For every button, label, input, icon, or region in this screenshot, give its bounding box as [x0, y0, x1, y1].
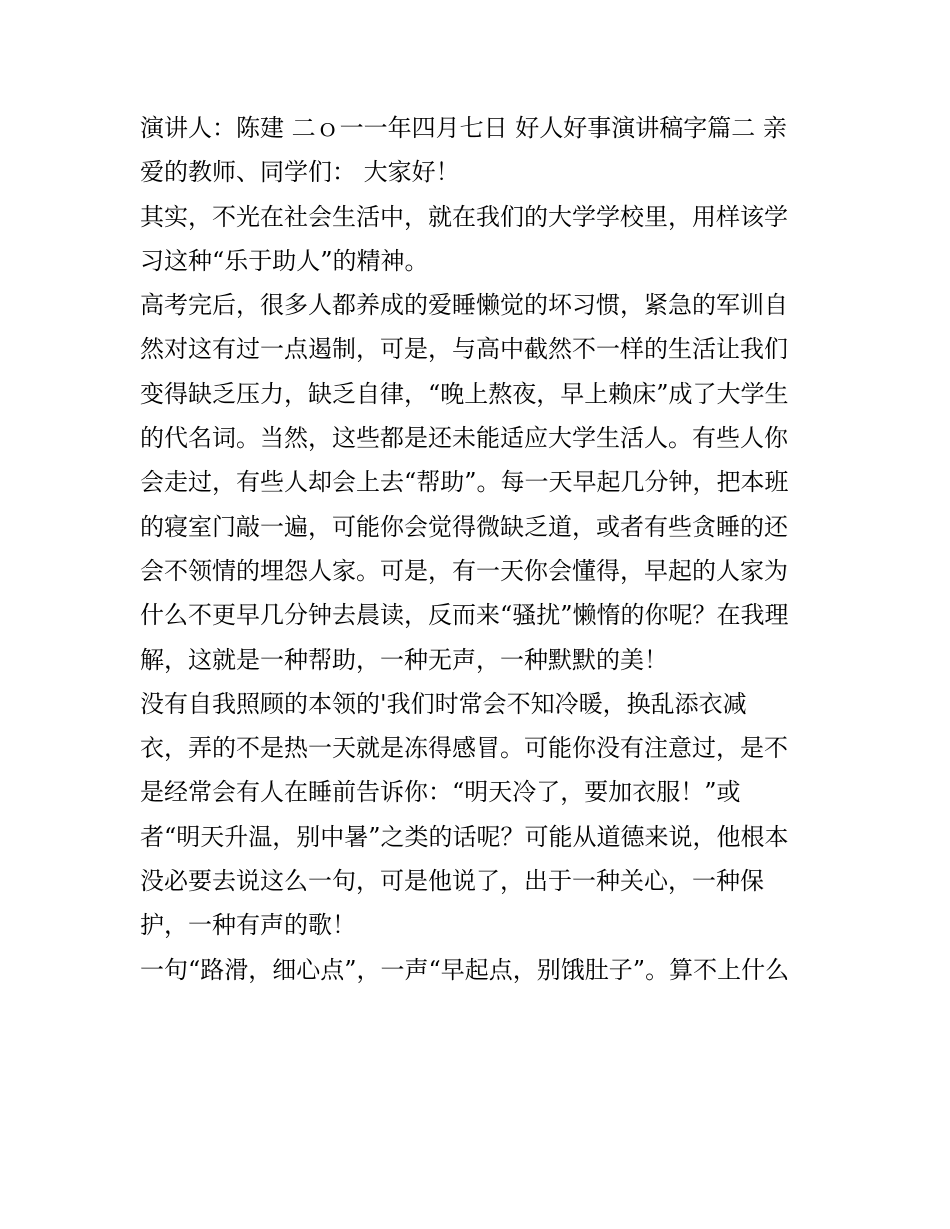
document-body — [140, 106, 820, 992]
text-line: 衣，弄的不是热一天就是冻得感冒。可能你没有注意过，是不 — [140, 734, 788, 763]
text-line: 会不领情的埋怨人家。可是，有一天你会懂得，早起的人家为 — [140, 556, 788, 585]
text-line: 的寝室门敲一遍，可能你会觉得微缺乏道，或者有些贪睡的还 — [140, 512, 788, 541]
text-line: 高考完后，很多人都养成的爱睡懒觉的坏习惯，紧急的军训自 — [140, 291, 788, 320]
text-line: 然对这有过一点遏制，可是，与高中截然不一样的生活让我们 — [140, 335, 788, 364]
text-line: 变得缺乏压力，缺乏自律，“晚上熬夜，早上赖床”成了大学生 — [140, 379, 789, 408]
text-line: 是经常会有人在睡前告诉你：“明天冷了，要加衣服！”或 — [140, 778, 741, 807]
text-line: 演讲人：陈建 二ｏ一一年四月七日 好人好事演讲稿字篇二 亲 — [140, 114, 787, 142]
text-line: 的代名词。当然，这些都是还未能适应大学生活人。有些人你 — [140, 424, 788, 453]
text-line: 一句“路滑，细心点”，一声“早起点，别饿肚子”。算不上什么 — [140, 955, 790, 984]
text-line: 其实，不光在社会生活中，就在我们的大学学校里，用样该学 — [140, 202, 788, 231]
text-line: 没有自我照顾的本领的'我们时常会不知冷暖，换乱添衣减 — [140, 689, 747, 718]
text-line: 解，这就是一种帮助，一种无声，一种默默的美！ — [140, 645, 668, 674]
text-line: 会走过，有些人却会上去“帮助”。每一天早起几分钟，把本班 — [140, 468, 789, 497]
text-line: 习这种“乐于助人”的精神。 — [140, 246, 429, 275]
text-line: 没必要去说这么一句，可是他说了，出于一种关心，一种保 — [140, 867, 764, 896]
text-line: 护，一种有声的歌！ — [140, 911, 356, 940]
text-line: 什么不更早几分钟去晨读，反而来“骚扰”懒惰的你呢？在我理 — [140, 601, 789, 630]
text-line: 爱的教师、同学们： 大家好！ — [140, 158, 460, 187]
text-line: 者“明天升温，别中暑”之类的话呢？可能从道德来说，他根本 — [140, 822, 789, 851]
